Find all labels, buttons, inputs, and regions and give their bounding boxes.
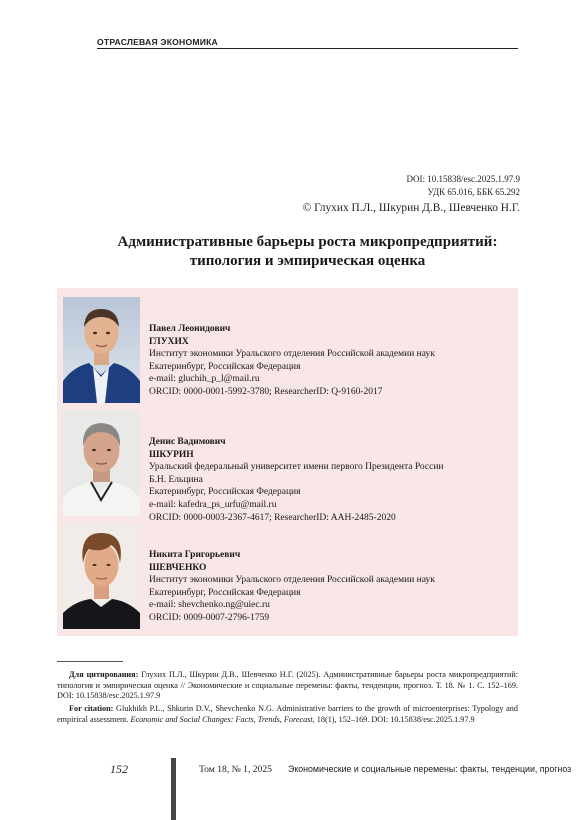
author-last-name: ШЕВЧЕНКО (149, 562, 207, 573)
author-info (149, 436, 513, 524)
header-rule (97, 48, 518, 49)
citation-en-label: For citation: (69, 704, 114, 713)
author-last-name: ШКУРИН (149, 449, 194, 460)
author-affiliation-cont: Б.Н. Ельцина (149, 474, 203, 485)
author-location: Екатеринбург, Российская Федерация (149, 361, 301, 372)
author-email: e-mail: gluchih_p_l@mail.ru (149, 374, 260, 385)
author-location: Екатеринбург, Российская Федерация (149, 487, 301, 498)
author-affiliation: Институт экономики Уральского отделения Российской академии наук (149, 349, 435, 360)
author-info (149, 549, 513, 625)
citation-en-text-end: , 18(1), 152–169. DOI: 10.15838/esc.2025.1.97.9 (312, 714, 475, 724)
author-card (63, 297, 513, 404)
author-first-name: Денис Вадимович (149, 437, 226, 447)
authors-panel (57, 288, 518, 636)
author-card (63, 523, 513, 630)
author-affiliation: Институт экономики Уральского отделения Российской академии наук (149, 575, 435, 586)
footer-issue: Том 18, № 1, 2025 (199, 764, 272, 775)
article-title-line-1: Административные барьеры роста микропредприятий: (117, 234, 498, 250)
author-orcid: ORCID: 0009-0007-2796-1759 (149, 612, 270, 623)
author-orcid: ORCID: 0000-0003-2367-4617; ResearcherID: AAH-2485-2020 (149, 512, 396, 523)
udk-bbk: УДК 65.016, ББК 65.292 (427, 187, 520, 197)
citation-ru-text: Глухих П.Л., Шкурин Д.В., Шевченко Н.Г. (2025). Административные барьеры роста микропредприятий: типология и эмпирическая оценка // Экономические и социальные перемены: факты, тенденции, прогноз. Т. 18. № 1. С. 152–169. DOI: 10.15838/esc.2025.1.97.9 (57, 670, 518, 701)
doi: DOI: 10.15838/esc.2025.1.97.9 (406, 174, 520, 184)
citation-ru-label: Для цитирования: (69, 670, 139, 679)
portrait-glukhikh (63, 297, 140, 403)
author-orcid: ORCID: 0000-0001-5992-3780; ResearcherID: Q-9160-2017 (149, 386, 383, 397)
portrait-shkurin (63, 410, 140, 516)
citation-en-text: Glukhikh P.L., Shkurin D.V., Shevchenko N.G. Administrative barriers to the growth of microenterprises: Typology and empirical assessment. (57, 704, 518, 724)
author-photo (63, 523, 140, 629)
author-card (63, 410, 513, 523)
footnote-rule (57, 661, 123, 662)
author-email: e-mail: shevchenko.ng@uiec.ru (149, 600, 270, 611)
citation-en (57, 704, 518, 725)
author-first-name: Павел Леонидович (149, 324, 231, 334)
section-label: ОТРАСЛЕВАЯ ЭКОНОМИКА (97, 37, 218, 47)
citation-en-journal: Economic and Social Changes: Facts, Trends, Forecast (130, 714, 313, 724)
footer-journal: Экономические и социальные перемены: факты, тенденции, прогноз (288, 764, 572, 774)
article-title (97, 233, 518, 271)
author-email: e-mail: kafedra_ps_urfu@mail.ru (149, 499, 277, 510)
author-first-name: Никита Григорьевич (149, 550, 241, 560)
author-last-name: ГЛУХИХ (149, 336, 189, 347)
footer-bar (171, 758, 176, 820)
author-info (149, 323, 513, 399)
article-title-line-2: типология и эмпирическая оценка (189, 253, 426, 269)
copyright: © Глухих П.Л., Шкурин Д.В., Шевченко Н.Г. (302, 202, 520, 214)
page-number: 152 (110, 762, 128, 776)
author-photo (63, 297, 140, 403)
author-location: Екатеринбург, Российская Федерация (149, 587, 301, 598)
portrait-shevchenko (63, 523, 140, 629)
citation-ru (57, 670, 518, 702)
author-photo (63, 410, 140, 516)
author-affiliation: Уральский федеральный университет имени первого Президента России (149, 462, 444, 473)
